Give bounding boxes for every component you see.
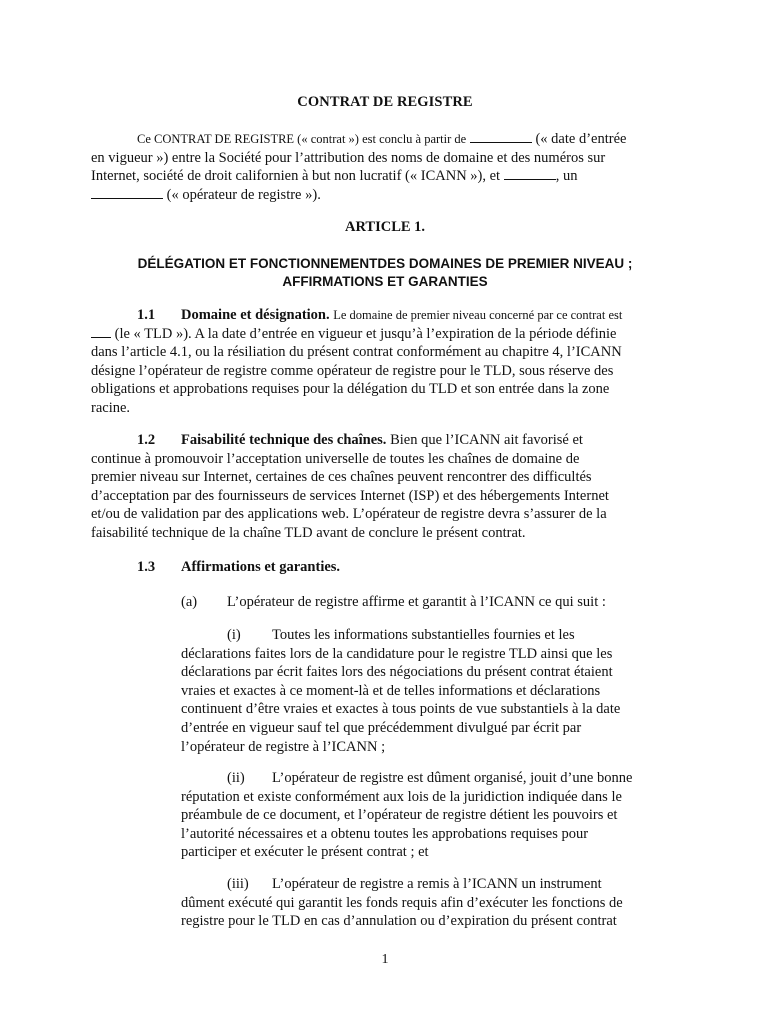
clause-ii-label: (ii) — [227, 770, 245, 786]
section-1-1-line-2: (le « TLD »). A la date d’entrée en vigueur et jusqu’à l’expiration de la période définie — [91, 325, 673, 344]
article-subheading-1: DÉLÉGATION ET FONCTIONNEMENTDES DOMAINES DE PREMIER NIVEAU ; — [137, 256, 633, 271]
clause-iii-label: (iii) — [227, 876, 249, 892]
clause-i-label: (i) — [227, 627, 241, 643]
page-number: 1 — [381, 952, 389, 967]
clause-a-label: (a) — [181, 594, 198, 610]
section-1-3-heading-line: 1.3 Affirmations et garanties. — [137, 559, 341, 575]
article-heading: ARTICLE 1. — [344, 219, 426, 235]
intro-line-3: Internet, société de droit californien à but non lucratif (« ICANN »), et , un — [91, 168, 578, 185]
intro-paragraph — [91, 130, 673, 204]
operator-blank — [504, 167, 556, 180]
intro-line-1: Ce CONTRAT DE REGISTRE (« contrat ») est conclu à partir de (« date d’entrée — [137, 131, 627, 147]
intro-line-2: en vigueur ») entre la Société pour l’attribution des noms de domaine et des numéros sur — [91, 149, 606, 166]
document-title: CONTRAT DE REGISTRE — [297, 94, 473, 110]
clause-a: (a) L’opérateur de registre affirme et garantit à l’ICANN ce qui suit : — [181, 594, 606, 610]
tld-blank — [91, 325, 111, 338]
section-1-2: 1.2 Faisabilité technique des chaînes. Bien que l’ICANN ait favorisé et continue à promouvoir l’acceptation universelle de toutes les chaînes de domaine de premier niveau sur Internet, certaines de ces chaînes peuvent rencontrer des difficultés d’acceptation par des fournisseurs de services Internet (ISP) et des hébergements Internet et/ou de validation par des applications web. L’opérateur de registre devra s’assurer de la faisabilité technique de la chaîne TLD avant de conclure le présent contrat. — [91, 431, 673, 543]
clause-ii: (ii) L’opérateur de registre est dûment organisé, jouit d’une bonne réputation et existe conformément aux lois de la juridiction indiquée dans le préambule de ce document, et l’opérateur de registre détient les pouvoirs et l’autorité nécessaires et a obtenu toutes les approbations requises pour participer et exécuter le présent contrat ; et — [181, 770, 633, 861]
section-1-1-heading: Domaine et désignation. — [181, 307, 330, 323]
section-1-2-line-1: 1.2 Faisabilité technique des chaînes. Bien que l’ICANN ait favorisé et — [137, 432, 583, 448]
clause-i: (i) Toutes les informations substantielles fournies et les déclarations faites lors de la candidature pour le registre TLD ainsi que les déclarations par écrit faites lors des négociations du présent contrat étaient vraies et exactes à ce moment-là et de telles informations et déclarations continuent d’être vraies et exactes à tous points de vue substantiels à la date d’entrée en vigueur sauf tel que précédemment divulgué par écrit par l’opérateur de registre à l’ICANN ; — [181, 627, 621, 755]
article-subheading-2: AFFIRMATIONS ET GARANTIES — [282, 274, 488, 289]
section-1-1: 1.1 Domaine et désignation. Le domaine de premier niveau concerné par ce contrat est (le « TLD »). A la date d’entrée en vigueur et jusqu’à l’expiration de la période définie dans l’article 4.1, ou la résiliation du présent contrat conformément au chapitre 4, l’ICANN désigne l’opérateur de registre comme opérateur de registre pour le TLD, sous réserve des obligations et approbations requises pour la délégation du TLD et son entrée dans la zone racine. — [91, 306, 673, 418]
operator-name-blank — [91, 186, 163, 199]
section-1-3-heading: Affirmations et garanties. — [181, 559, 341, 575]
intro-line-4: (« opérateur de registre »). — [91, 186, 673, 205]
section-1-1-line-1: 1.1 Domaine et désignation. Le domaine de premier niveau concerné par ce contrat est — [137, 307, 623, 323]
date-blank — [470, 130, 532, 143]
clause-iii: (iii) L’opérateur de registre a remis à l’ICANN un instrument dûment exécuté qui garantit les fonds requis afin d’exécuter les fonctions de registre pour le TLD en cas d’annulation ou d’expiration du présent contrat — [181, 876, 623, 930]
section-1-2-heading: Faisabilité technique des chaînes. — [181, 432, 387, 448]
